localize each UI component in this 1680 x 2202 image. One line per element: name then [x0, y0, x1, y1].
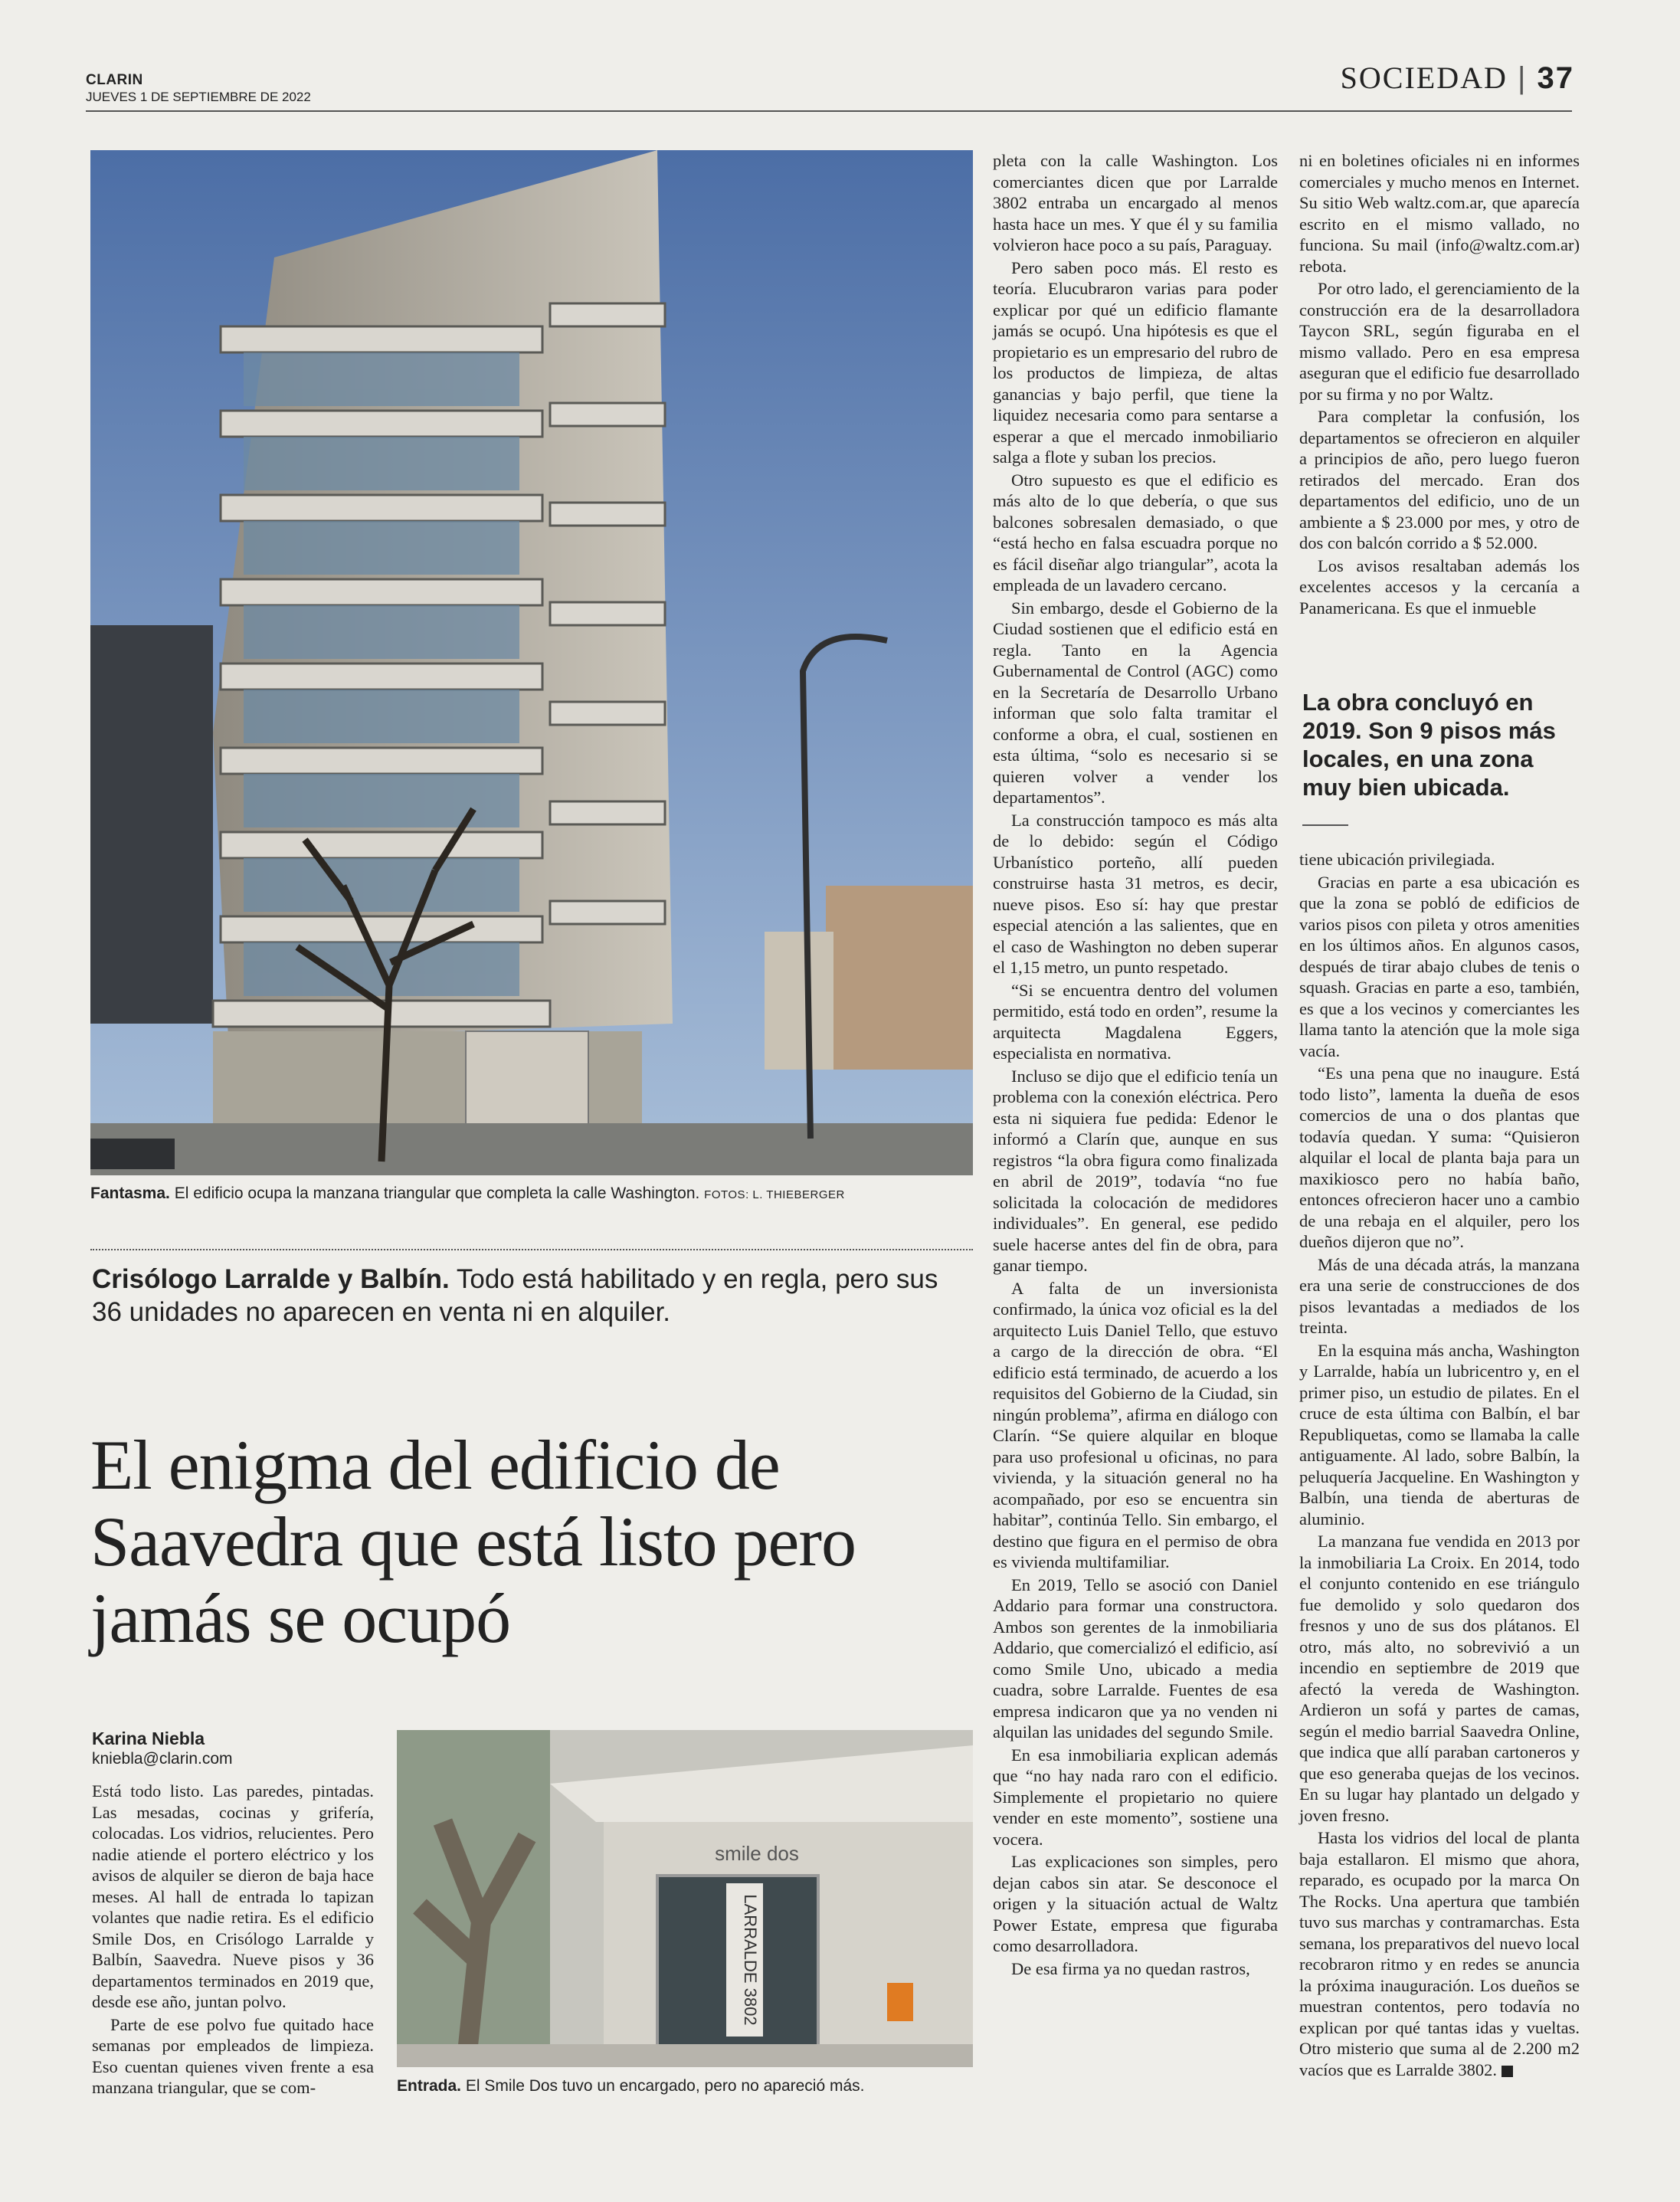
caption-text: El Smile Dos tuvo un encargado, pero no apareció más. [461, 2077, 865, 2095]
paragraph: Incluso se dijo que el edificio tenía un problema con la conexión eléctrica. Pero esta ni siquiera fue pedida: Edenor le informó a Clarín que, aunque en sus registros “la obra figura como finalizada en abril de 2019”, todavía “no fue solicitada la colocación de medidores individuales”. En general, ese pedido suele hacerse antes del fin de obra, para ganar tiempo. [993, 1066, 1278, 1275]
paragraph: ni en boletines oficiales ni en informes comerciales y mucho menos en Internet. Su sitio Web waltz.com.ar, que aparecía escrito en el mismo vallado, no funciona. Su mail (info@waltz.com.ar) rebota. [1299, 151, 1580, 276]
header-rule [86, 110, 1572, 112]
paragraph: Sin embargo, desde el Gobierno de la Ciudad sostienen que el edificio está en regla. Tanto en la Agencia Gubernamental de Control (AGC) como en la Secretaría de Desarrollo Urbano informan que solo falta tramitar el conforme a obra, el cual, sostienen en esta última, “solo es necesario si se quieren volver a vender los departamentos”. [993, 598, 1278, 807]
caption-lead: Entrada. [397, 2077, 462, 2095]
caption-lead: Fantasma. [90, 1185, 170, 1202]
paragraph: Por otro lado, el gerenciamiento de la construcción era de la desarrolladora Taycon SRL, según figuraba en el mismo vallado. Pero en esa empresa aseguran que el edificio fue desarrollado por su firma y no por Waltz. [1299, 279, 1580, 404]
end-of-article-mark [1502, 2066, 1513, 2077]
paragraph: tiene ubicación privilegiada. [1299, 850, 1495, 869]
building-photo [90, 150, 973, 1175]
entrance-photo-caption [397, 2076, 973, 2096]
pull-quote-rule [1302, 824, 1348, 826]
entrance-illustration [397, 1730, 973, 2067]
door-address: LARRALDE 3802 [741, 1894, 760, 2026]
section-header: SOCIEDAD | 37 [1340, 61, 1574, 95]
kicker-lead: Crisólogo Larralde y Balbín. [92, 1264, 450, 1294]
author-email[interactable]: kniebla@clarin.com [92, 1750, 233, 1768]
paragraph: Más de una década atrás, la manzana era una serie de construcciones de dos pisos levantadas a mediados de los treinta. [1299, 1254, 1580, 1337]
issue-date: JUEVES 1 DE SEPTIEMBRE DE 2022 [86, 90, 311, 104]
entrance-photo [397, 1730, 973, 2067]
body-column-2 [993, 150, 1278, 1981]
paragraph: En 2019, Tello se asoció con Daniel Addario para formar una constructora. Ambos son gerentes de la inmobiliaria Addario, que comercializó el edificio, así como Smile Uno, ubicado a media cuadra, sobre Larralde. Fuentes de esa empresa indicaron que ya no venden ni alquilan las unidades del segundo Smile. [993, 1574, 1278, 1742]
paragraph: “Si se encuentra dentro del volumen permitido, está todo en orden”, resume la arquitecta Magdalena Eggers, especialista en normativa. [993, 980, 1278, 1063]
paragraph: Para completar la confusión, los departamentos se ofrecieron en alquiler a principios de año, pero luego fueron retirados del mercado. Eran dos departamentos del edificio, uno de un ambiente a $ 23.000 por mes, y otro de dos con balcón corrido a $ 52.000. [1299, 407, 1580, 552]
pull-quote: La obra concluyó en 2019. Son 9 pisos más locales, en una zona muy bien ubicada. [1302, 689, 1556, 801]
paragraph: En esa inmobiliaria explican además que “no hay nada raro con el edificio. Simplemente el propietario no quiere vender en este momento”, sostiene una vocera. [993, 1745, 1278, 1849]
paragraph: Pero saben poco más. El resto es teoría. Elucubraron varias para poder explicar por qué un edificio flamante jamás se ocupó. Una hipótesis es que el propietario es un empresario del rubro de los productos de limpieza, de altas ganancias y bajo perfil, que tiene la liquidez necesaria como para sentarse a esperar a que el mercado inmobiliario salga a flote y suban los precios. [993, 257, 1278, 467]
building-sign: smile dos [715, 1842, 799, 1865]
body-column-1 [92, 1781, 374, 2100]
paragraph: La construcción tampoco es más alta de lo debido: según el Código Urbanístico porteño, allí pueden construirse hasta 31 metros, es decir, nueve pisos. Eso sí: hay que prestar especial atención a las salientes, que en el caso de Washington no deben superar el 1,15 metro, un punto respetado. [993, 810, 1278, 977]
paragraph: Parte de ese polvo fue quitado hace semanas por empleados de limpieza. Eso cuentan quienes viven frente a esa manzana triangular, que se com- [92, 2014, 374, 2097]
paragraph: En la esquina más ancha, Washington y Larralde, había un lubricentro y, en el primer piso, un estudio de pilates. En el cruce de esta última con Balbín, el bar Republiquetas, como se llamaba la calle antiguamente. Al lado, sobre Balbín, la peluquería Jacqueline. En Washington y Balbín, una tienda de aberturas de aluminio. [1299, 1340, 1580, 1529]
paragraph: Hasta los vidrios del local de planta baja estallaron. El mismo que ahora, reparado, es ocupado por la marca On The Rocks. Una apertura que también tuvo sus marchas y contramarchas. Esta semana, los preparativos del nuevo local recobraron ritmo y en redes se anuncia la próxima inauguración. Los dueños se muestran contentos, pero todavía no explican por qué tantas idas y vueltas. Otro misterio que suma al de 2.200 m2 vacíos que es Larralde 3802. [1299, 1828, 1580, 2079]
paragraph: A falta de un inversionista confirmado, la única voz oficial es la del arquitecto Luis Daniel Tello, que estuvo a cargo de la dirección de obra. “El edificio está terminado, de acuerdo a los requisitos del Gobierno de la Ciudad, sin ningún problema”, afirma en diálogo con Clarín. “Se quiere alquilar en bloque para uso profesional u oficinas, no para vivienda, y la situación general no ha acompañado, por eso se encuentra sin habitar”, continúa Tello. Sin embargo, el destino que figura en el permiso de obra es vivienda multifamiliar. [993, 1278, 1278, 1571]
newspaper-name: CLARIN [86, 72, 143, 88]
body-column-3-bottom [1299, 849, 1580, 2082]
page-number: 37 [1537, 61, 1574, 95]
paragraph: Los avisos resaltaban además los excelentes accesos y la cercanía a Panamericana. Es que el inmueble [1299, 555, 1580, 618]
author-name: Karina Niebla [92, 1729, 205, 1748]
building-illustration [90, 150, 973, 1175]
paragraph: Otro supuesto es que el edificio es más alto de lo que debería, o que sus balcones sobresalen demasiado, o que “está hecho en falsa escuadra porque no es fácil diseñar algo triangular”, acota la empleada de un lavadero cercano. [993, 470, 1278, 595]
paragraph: La manzana fue vendida en 2013 por la inmobiliaria La Croix. En 2014, todo el conjunto contenido en ese triángulo fue demolido y solo quedaron dos fresnos y uno de sus dos plátanos. El otro, más alto, no sobrevivió a un incendio en septiembre de 2019 que afectó la vereda de Washington. Ardieron un sofá y partes de camas, según el medio barrial Saavedra Online, que indica que allí paraban cartoneros y que eso generaba quejas de los vecinos. En su lugar hay plantado un delgado y joven fresno. [1299, 1532, 1580, 1825]
photo-credit: FOTOS: L. THIEBERGER [704, 1188, 845, 1201]
kicker-text: Todo está habilitado y en regla, pero sus 36 unidades no aparecen en venta ni en alquiler. [92, 1264, 938, 1327]
body-column-3-top [1299, 150, 1580, 620]
paragraph: pleta con la calle Washington. Los comerciantes dicen que por Larralde 3802 entraba un encargado al menos hasta hace un mes. Y que él y su familia volvieron hace poco a su país, Paraguay. [993, 151, 1278, 254]
paragraph: De esa firma ya no quedan rastros, [1011, 1958, 1250, 1978]
headline: El enigma del edificio de Saavedra que está listo pero jamás se ocupó [90, 1425, 856, 1657]
paragraph: Gracias en parte a esa ubicación es que la zona se pobló de edificios de varios pisos con pileta y otros amenities en los últimos años. En algunos casos, después de tirar abajo clubes de tenis o squash. Gracias en parte a eso, también, es que a los vecinos y comerciantes les llama tanto la atención que la mole siga vacía. [1299, 872, 1580, 1060]
main-photo-caption [90, 1184, 973, 1205]
paragraph: Está todo listo. Las paredes, pintadas. Las mesadas, cocinas y grifería, colocadas. Los vidrios, relucientes. Pero nadie atiende el portero eléctrico y los avisos de alquiler se dieron de baja hace meses. Al hall de entrada lo tapizan volantes que nadie retira. Es el edificio Smile Dos, en Crisólogo Larralde y Balbín, Saavedra. Nueve pisos y 36 departamentos terminados en 2019 que, desde ese año, juntan polvo. [92, 1781, 374, 2011]
paragraph: “Es una pena que no inaugure. Está todo listo”, lamenta la dueña de esos comercios de una o dos plantas que todavía quedan. Y suma: “Quisieron alquilar el local de planta baja para un maxikiosco pero no había baño, entonces ofrecieron hacer uno a cambio de una rebaja en el alquiler, pero los dueños dijeron que no”. [1299, 1063, 1580, 1251]
paragraph: Las explicaciones son simples, pero dejan cabos sin atar. Se desconoce el origen y la situación actual de Waltz Power Estate, empresa que figuraba como desarrolladora. [993, 1852, 1278, 1955]
kicker-rule [90, 1249, 973, 1251]
section-name: SOCIEDAD [1340, 61, 1508, 95]
kicker [92, 1263, 973, 1329]
caption-text: El edificio ocupa la manzana triangular que completa la calle Washington. [169, 1185, 700, 1202]
